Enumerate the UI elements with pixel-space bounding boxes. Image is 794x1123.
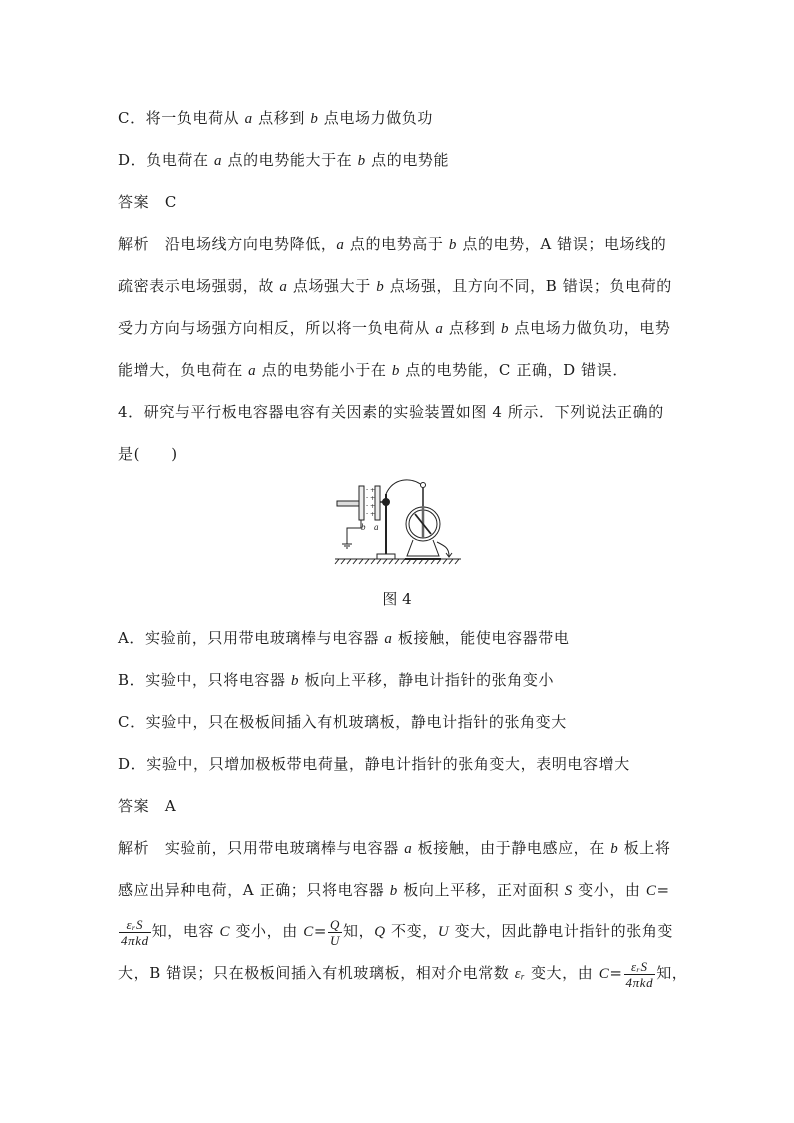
var-C: C [598, 966, 610, 982]
var-b: b [291, 673, 300, 689]
text: 知，电容 [151, 922, 220, 940]
analysis-label: 解析 [118, 235, 150, 253]
equals-sign: = [656, 881, 670, 899]
text: D．负电荷在 [118, 151, 214, 169]
text: 点场强大于 [287, 277, 377, 295]
q3-analysis-line1 [118, 234, 666, 255]
insulating-handle [337, 501, 359, 506]
answer-value: A [164, 797, 177, 815]
var-b: b [391, 363, 400, 379]
var-C: C [645, 883, 657, 899]
formula-numerator: εᵣS [119, 917, 151, 933]
q4-option-a [118, 628, 570, 649]
text: 板接触，由于静电感应，在 [412, 839, 611, 857]
label-b: b [361, 522, 366, 532]
svg-text:+: + [370, 495, 376, 502]
text: C．将一负电荷从 [118, 109, 245, 127]
text: 实验前，只用带电玻璃棒与电容器 [164, 839, 405, 857]
formula-denominator: 4πkd [625, 974, 654, 990]
q4-analysis-line2 [118, 880, 670, 901]
text: 能增大，负电荷在 [118, 361, 249, 379]
var-a: a [279, 279, 288, 295]
svg-text:-: - [366, 502, 369, 509]
svg-text:+: + [370, 487, 376, 494]
stand-base [377, 554, 395, 559]
label-a: a [374, 522, 379, 532]
text: 疏密表示电场强弱，故 [118, 277, 280, 295]
q3-option-c [118, 108, 433, 129]
var-a: a [336, 237, 345, 253]
svg-text:+: + [370, 511, 376, 518]
svg-text:-: - [366, 510, 369, 517]
text: 知， [656, 964, 688, 982]
text: 点电场力做负功，电势 [509, 319, 671, 337]
svg-text:-: - [366, 494, 369, 501]
q4-analysis-line1 [118, 838, 671, 859]
text: B．实验中，只将电容器 [118, 671, 291, 689]
text: 点的电势能 [365, 151, 450, 169]
connecting-wire [386, 480, 423, 494]
electrometer-stand [407, 540, 439, 556]
q4-answer [118, 796, 176, 816]
q4-option-d: D．实验中，只增加极板带电荷量，静电计指针的张角变大，表明电容增大 [118, 755, 630, 773]
svg-text:-: - [366, 486, 369, 493]
text: 点移到 [443, 319, 502, 337]
text: 变大，由 [525, 964, 599, 982]
q4-analysis-line4 [118, 956, 687, 991]
formula-denominator: 4πkd [121, 932, 149, 948]
text: 知， [343, 922, 375, 940]
capacitance-formula [119, 917, 151, 948]
formula-denominator: U [330, 932, 340, 948]
q4-stem-line2: 是( ) [118, 445, 178, 463]
q3-analysis-line2 [118, 276, 672, 297]
plate-b [359, 486, 364, 520]
formula-numerator: Q [330, 916, 340, 932]
var-b: b [357, 153, 366, 169]
text: 变小，由 [230, 922, 304, 940]
text: 点的电势能小于在 [256, 361, 392, 379]
text: 点的电势能，C 正确，D 错误． [399, 361, 628, 379]
var-a: a [244, 111, 253, 127]
text: A．实验前，只用带电玻璃棒与电容器 [118, 629, 385, 647]
var-b: b [448, 237, 457, 253]
q3-option-d [118, 150, 449, 171]
text: 沿电场线方向电势降低， [164, 235, 337, 253]
var-U: U [437, 924, 450, 940]
equals-sign: = [313, 922, 327, 940]
var-S: S [564, 883, 573, 899]
text: 板接触，能使电容器带电 [392, 629, 570, 647]
q3-analysis-line4 [118, 360, 628, 381]
text: 变小，由 [572, 881, 646, 899]
var-b: b [376, 279, 385, 295]
var-b: b [501, 321, 510, 337]
text: 点电场力做负功 [318, 109, 433, 127]
plate-b-ground-wire [347, 520, 361, 544]
equals-sign: = [609, 964, 623, 982]
q4-option-c: C．实验中，只在极板间插入有机玻璃板，静电计指针的张角变大 [118, 713, 567, 731]
q4-option-b [118, 670, 554, 691]
var-a: a [248, 363, 257, 379]
text: 不变， [385, 922, 438, 940]
electrometer-knob [421, 483, 426, 488]
var-a: a [404, 841, 413, 857]
text: 大，B 错误；只在极板间插入有机玻璃板，相对介电常数 [118, 964, 515, 982]
var-a: a [214, 153, 223, 169]
text: 点的电势能大于在 [222, 151, 358, 169]
var-b: b [389, 883, 398, 899]
var-C: C [303, 924, 314, 940]
var-epsilon-r: εᵣ [514, 966, 526, 982]
capacitor-electrometer-figure [333, 474, 463, 566]
text: 点场强，且方向不同，B 错误；负电荷的 [384, 277, 672, 295]
q4-analysis-line3 [118, 914, 673, 949]
text: 受力方向与场强方向相反，所以将一负电荷从 [118, 319, 436, 337]
q3-answer [118, 192, 177, 212]
figure-caption: 图 4 [382, 590, 412, 608]
capacitance-definition [328, 917, 342, 948]
q4-stem-line1: 4．研究与平行板电容器电容有关因素的实验装置如图 4 所示．下列说法正确的 [118, 403, 664, 421]
charges [366, 486, 375, 518]
q3-analysis-line3 [118, 318, 671, 339]
text: 板上将 [618, 839, 671, 857]
text: 板向上平移，静电计指针的张角变小 [299, 671, 555, 689]
answer-label: 答案 [118, 797, 150, 815]
text: 点的电势高于 [344, 235, 449, 253]
answer-label: 答案 [118, 193, 150, 211]
var-a: a [384, 631, 393, 647]
var-Q: Q [374, 924, 386, 940]
var-b: b [310, 111, 319, 127]
capacitance-formula [624, 959, 656, 990]
answer-value: C [164, 193, 177, 211]
formula-numerator: εᵣS [624, 959, 656, 975]
text: 板向上平移，正对面积 [397, 881, 565, 899]
plate-a [375, 486, 380, 520]
var-C: C [219, 924, 231, 940]
svg-text:+: + [370, 503, 376, 510]
text: 变大，因此静电计指针的张角变 [449, 922, 674, 940]
analysis-label: 解析 [118, 839, 150, 857]
var-a: a [435, 321, 444, 337]
text: 点移到 [252, 109, 311, 127]
text: 感应出异种电荷，A 正确；只将电容器 [118, 881, 390, 899]
var-b: b [610, 841, 619, 857]
text: 点的电势，A 错误；电场线的 [456, 235, 667, 253]
